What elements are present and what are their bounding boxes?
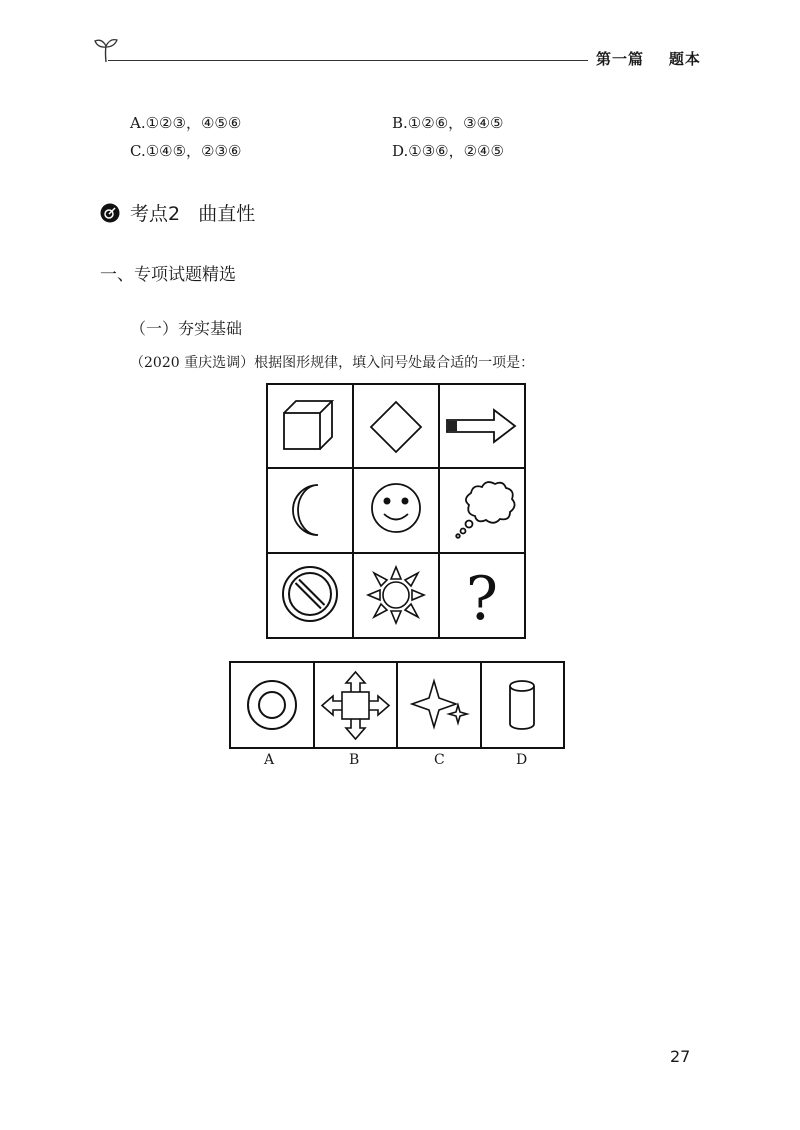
heading-level-1: 一、专项试题精选 bbox=[100, 265, 236, 285]
figure-grid bbox=[266, 383, 526, 639]
prohibition-sign-icon bbox=[283, 567, 337, 621]
option-text: ①②③，④⑤⑥ bbox=[145, 114, 242, 132]
answer-label-a: A bbox=[264, 752, 275, 768]
question-stem: （2020 重庆选调）根据图形规律，填入问号处最合适的一项是： bbox=[130, 355, 535, 371]
option-text: ①④⑤，②③⑥ bbox=[145, 142, 242, 160]
answer-label-c: C bbox=[434, 752, 445, 768]
arrow-right-icon bbox=[447, 410, 515, 442]
option-d bbox=[392, 140, 504, 161]
answer-label-d: D bbox=[516, 752, 528, 768]
header-rule bbox=[108, 60, 588, 61]
crescent-moon-icon bbox=[293, 485, 318, 535]
option-a bbox=[130, 112, 241, 133]
double-circle-icon bbox=[248, 681, 296, 729]
sparkle-star-icon bbox=[412, 681, 467, 727]
heading-level-2: （一）夯实基础 bbox=[130, 319, 243, 338]
cube-icon bbox=[284, 401, 332, 449]
target-icon bbox=[100, 203, 120, 223]
page-number: 27 bbox=[670, 1047, 691, 1066]
thought-cloud-icon bbox=[456, 482, 514, 538]
smiley-face-icon bbox=[372, 484, 420, 532]
option-text: ①②⑥，③④⑤ bbox=[407, 114, 504, 132]
sun-icon bbox=[368, 567, 424, 623]
answer-options bbox=[229, 661, 565, 751]
option-letter: C. bbox=[130, 142, 146, 160]
diamond-icon bbox=[371, 402, 421, 452]
option-text: ①③⑥，②④⑤ bbox=[408, 142, 504, 160]
four-arrows-icon bbox=[322, 672, 389, 739]
header-title: 第一篇 题本 bbox=[596, 50, 701, 68]
question-mark: ? bbox=[465, 564, 499, 634]
option-letter: A. bbox=[130, 114, 146, 132]
option-b bbox=[392, 112, 503, 133]
answer-labels bbox=[229, 752, 565, 772]
cylinder-icon bbox=[510, 681, 534, 729]
answer-label-b: B bbox=[349, 752, 360, 768]
option-c bbox=[130, 140, 241, 161]
option-letter: D. bbox=[392, 142, 409, 160]
section-title: 考点2 曲直性 bbox=[130, 203, 256, 225]
option-letter: B. bbox=[392, 114, 408, 132]
